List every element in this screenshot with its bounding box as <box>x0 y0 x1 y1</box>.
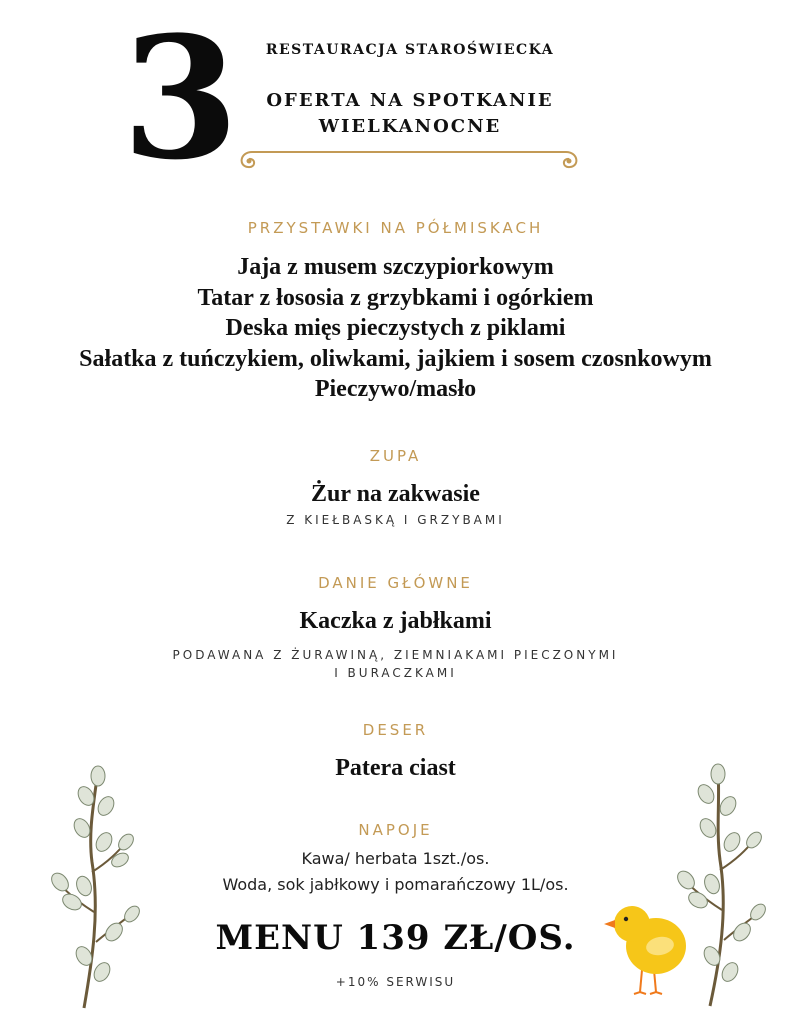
list-item: Deska mięs pieczystych z piklami <box>225 315 566 341</box>
section-label-starters: PRZYSTAWKI NA PÓŁMISKACH <box>247 219 544 237</box>
list-item: Pieczywo/masło <box>314 376 477 402</box>
list-item: Kawa/ herbata 1szt./os. <box>301 849 490 868</box>
list-item: Sałatka z tuńczykiem, oliwkami, jajkiem i sosem czosnkowym <box>79 345 712 372</box>
restaurant-name: RESTAURACJA STAROŚWIECKA <box>265 42 555 58</box>
list-item: Woda, sok jabłkowy i pomarańczowy 1L/os. <box>222 875 569 894</box>
pussy-willow-branch-left-icon <box>48 762 144 1012</box>
starters-list <box>0 252 791 405</box>
menu-price: MENU 139 ZŁ/OS. <box>215 918 576 958</box>
list-item: Jaja z musem szczypiorkowym <box>237 254 554 280</box>
main-description-line2: I BURACZKAMI <box>334 666 457 680</box>
offer-title-line2: WIELKANOCNE <box>318 116 502 137</box>
list-item: Tatar z łososia z grzybkami i ogórkiem <box>197 284 594 311</box>
section-label-drinks: NAPOJE <box>358 821 433 839</box>
section-label-main: DANIE GŁÓWNE <box>318 574 473 592</box>
service-charge: +10% SERWISU <box>335 975 456 989</box>
offer-title <box>220 88 600 140</box>
main-dish: Kaczka z jabłkami <box>299 608 492 634</box>
offer-title-line1: OFERTA NA SPOTKANIE <box>266 90 554 111</box>
menu-number: 3 <box>122 0 235 197</box>
section-label-soup: ZUPA <box>369 447 422 465</box>
section-label-dessert: DESER <box>362 721 429 739</box>
easter-chick-icon <box>602 900 692 998</box>
soup-dish: Żur na zakwasie <box>311 481 480 507</box>
gold-scroll-ornament-icon <box>234 146 584 174</box>
main-description <box>0 646 791 682</box>
soup-description: Z KIEŁBASKĄ I GRZYBAMI <box>286 513 505 527</box>
dessert-dish: Patera ciast <box>335 755 456 781</box>
main-description-line1: PODAWANA Z ŻURAWINĄ, ZIEMNIAKAMI PIECZONYMI <box>172 648 619 662</box>
